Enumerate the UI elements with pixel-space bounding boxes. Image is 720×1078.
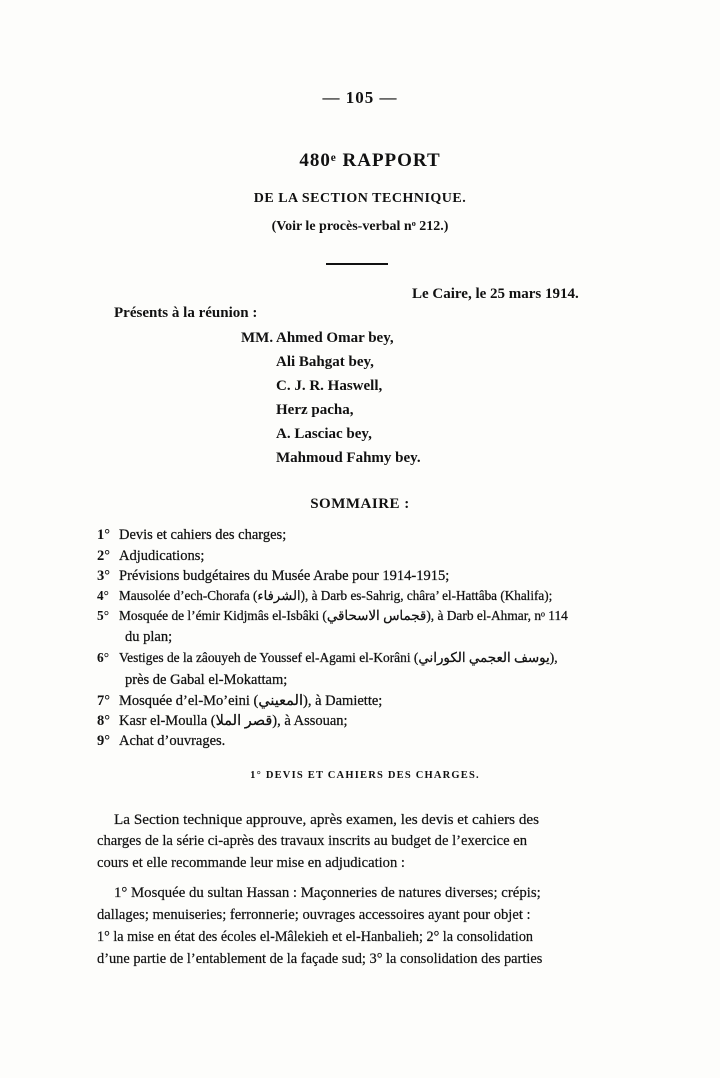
report-subtitle: DE LA SECTION TECHNIQUE. xyxy=(253,191,467,206)
attendee-4: Herz pacha, xyxy=(276,402,354,418)
attendee-6: Mahmoud Fahmy bey. xyxy=(276,450,421,466)
summary-item xyxy=(97,650,558,666)
summary-item-text: Devis et cahiers des charges; xyxy=(119,527,287,543)
summary-item xyxy=(97,713,348,730)
summary-item xyxy=(97,672,287,689)
summary-heading: SOMMAIRE : xyxy=(310,496,410,512)
summary-item xyxy=(97,568,449,585)
page-number: — 105 — xyxy=(322,88,398,107)
summary-item xyxy=(97,588,552,604)
attendees-label: Présents à la réunion : xyxy=(114,305,258,321)
summary-item-text: Mausolée d’ech-Chorafa (الشرفاء), à Darb es-Sahrig, châra’ el-Hattâba (Khalifa); xyxy=(119,588,553,603)
attendee-5: A. Lasciac bey, xyxy=(276,426,372,442)
summary-item-number: 8° xyxy=(97,713,111,729)
summary-item-number: 7° xyxy=(97,693,111,709)
summary-item-number: 9° xyxy=(97,733,111,749)
summary-item-number: 6° xyxy=(97,650,110,665)
dateline: Le Caire, le 25 mars 1914. xyxy=(412,286,579,302)
summary-item xyxy=(97,608,568,624)
summary-item-text: Achat d’ouvrages. xyxy=(119,733,226,749)
summary-item-text: Kasr el-Moulla (قصر الملا), à Assouan; xyxy=(119,713,348,729)
paragraph-line: 1° la mise en état des écoles el-Mâlekieh et el-Hanbalieh; 2° la consolidation xyxy=(97,929,534,945)
summary-item-number: 3° xyxy=(97,568,111,584)
attendee-1: MM. Ahmed Omar bey, xyxy=(241,330,394,346)
summary-item-text: Mosquée de l’émir Kidjmâs el-Isbâki (قجماس الاسحاقي), à Darb el-Ahmar, nᵒ 114 xyxy=(119,608,568,623)
paragraph-line: charges de la série ci-après des travaux inscrits au budget de l’exercice en xyxy=(97,833,528,849)
attendee-2: Ali Bahgat bey, xyxy=(276,354,374,370)
paragraph-line: 1° Mosquée du sultan Hassan : Maçonneries de natures diverses; crépis; xyxy=(114,885,541,901)
summary-item xyxy=(97,733,225,750)
report-title: 480ᵉ RAPPORT xyxy=(299,150,441,171)
summary-item-text: Vestiges de la zâouyeh de Youssef el-Agami el-Korâni (يوسف العجمي الكوراني), xyxy=(119,650,558,665)
summary-item-number: 1° xyxy=(97,527,111,543)
summary-item xyxy=(97,527,286,544)
paragraph-line: cours et elle recommande leur mise en adjudication : xyxy=(97,855,405,871)
summary-item xyxy=(97,629,172,646)
paragraph-line: d’une partie de l’entablement de la façade sud; 3° la consolidation des parties xyxy=(97,951,543,967)
summary-item-number: 2° xyxy=(97,548,111,564)
section-heading: 1° DEVIS ET CAHIERS DES CHARGES. xyxy=(250,770,480,781)
summary-item-text: Mosquée d’el-Mo’eini (المعيني), à Damiette; xyxy=(119,693,383,709)
summary-item-number: 4° xyxy=(97,588,109,603)
summary-item-text: Adjudications; xyxy=(119,548,205,564)
title-divider xyxy=(326,263,388,265)
summary-item-number: 5° xyxy=(97,608,110,623)
attendee-3: C. J. R. Haswell, xyxy=(276,378,383,394)
summary-item-text: Prévisions budgétaires du Musée Arabe pour 1914-1915; xyxy=(119,568,450,584)
paragraph-line: La Section technique approuve, après examen, les devis et cahiers des xyxy=(114,811,540,828)
summary-item xyxy=(97,693,382,710)
summary-item-text: près de Gabal el-Mokattam; xyxy=(125,672,288,688)
paragraph-line: dallages; menuiseries; ferronnerie; ouvrages accessoires ayant pour objet : xyxy=(97,907,531,923)
summary-item xyxy=(97,548,204,565)
summary-item-text: du plan; xyxy=(125,629,173,645)
minutes-reference: (Voir le procès-verbal nᵒ 212.) xyxy=(271,219,449,234)
